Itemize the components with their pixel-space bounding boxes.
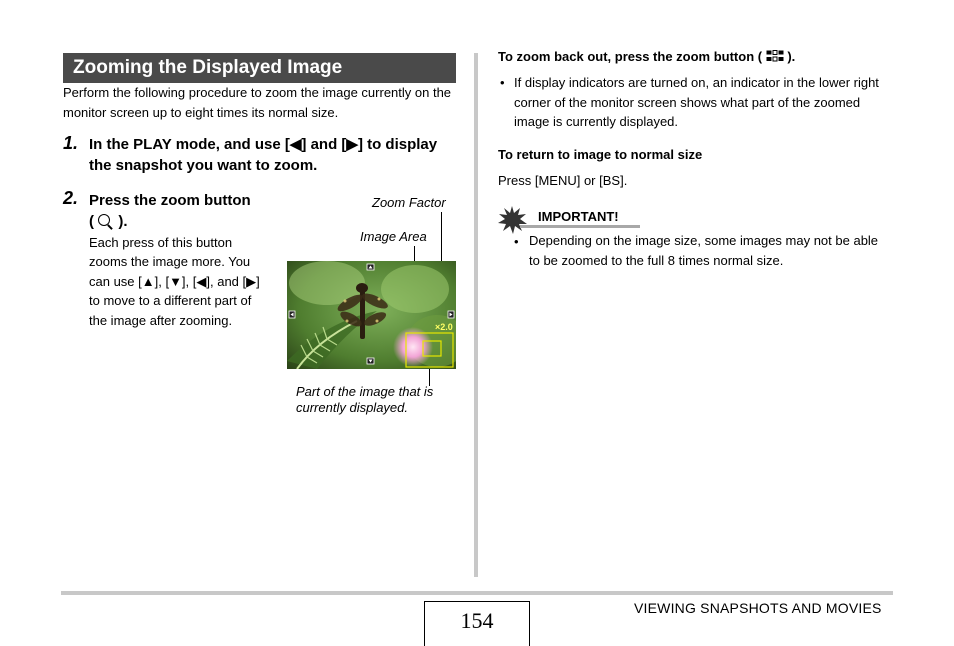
footer-section-label: VIEWING SNAPSHOTS AND MOVIES [634, 600, 882, 616]
column-divider [474, 53, 478, 577]
step-2-number: 2. [63, 188, 79, 208]
magnifier-icon [98, 214, 114, 228]
zoom-factor-value: ×2.0 [435, 322, 453, 332]
step-1-text: In the PLAY mode, and use [◀] and [▶] to display the snapshot you want to zoom. [89, 136, 438, 174]
normal-size-heading: To return to image to normal size [498, 147, 703, 162]
zoom-out-heading [498, 49, 795, 64]
step-2-text-b: ). [118, 213, 128, 230]
section-title: Zooming the Displayed Image [63, 53, 456, 83]
important-underline [520, 225, 640, 228]
dragonfly-photo [287, 261, 456, 369]
step-1-number: 1. [63, 133, 79, 153]
zoom-factor-callout: Zoom Factor [372, 195, 446, 210]
normal-size-text: Press [MENU] or [BS]. [498, 173, 628, 188]
step-2-text [89, 190, 259, 232]
zoom-out-heading-a: To zoom back out, press the zoom button ( [498, 49, 763, 64]
zoom-out-heading-b: ). [787, 49, 796, 64]
intro-paragraph: Perform the following procedure to zoom the image currently on the monitor screen up to eight times its normal size. [63, 85, 452, 120]
footer-rule [61, 591, 893, 595]
bullet-dot: • [500, 75, 505, 90]
important-bullet-text: Depending on the image size, some images may not be able to be zoomed to the full 8 times normal size. [529, 233, 879, 268]
displayed-part-callout: Part of the image that is currently displayed. [296, 384, 434, 415]
page-number: 154 [460, 608, 494, 633]
zoom-out-bullet-text: If display indicators are turned on, an indicator in the lower right corner of the monitor screen shows what part of the zoomed image is currently displayed. [514, 75, 879, 129]
step-2-body: Each press of this button zooms the image more. You can use [▲], [▼], [◀], and [▶] to move to a different part of the image after zooming. [89, 235, 260, 328]
zoom-out-icon [766, 50, 784, 62]
bullet-dot: • [514, 234, 519, 249]
image-area-callout: Image Area [360, 229, 427, 244]
zoomed-photo [287, 261, 456, 369]
important-label: IMPORTANT! [538, 209, 619, 224]
step-2-text-a: Press the zoom button ( [89, 192, 251, 230]
